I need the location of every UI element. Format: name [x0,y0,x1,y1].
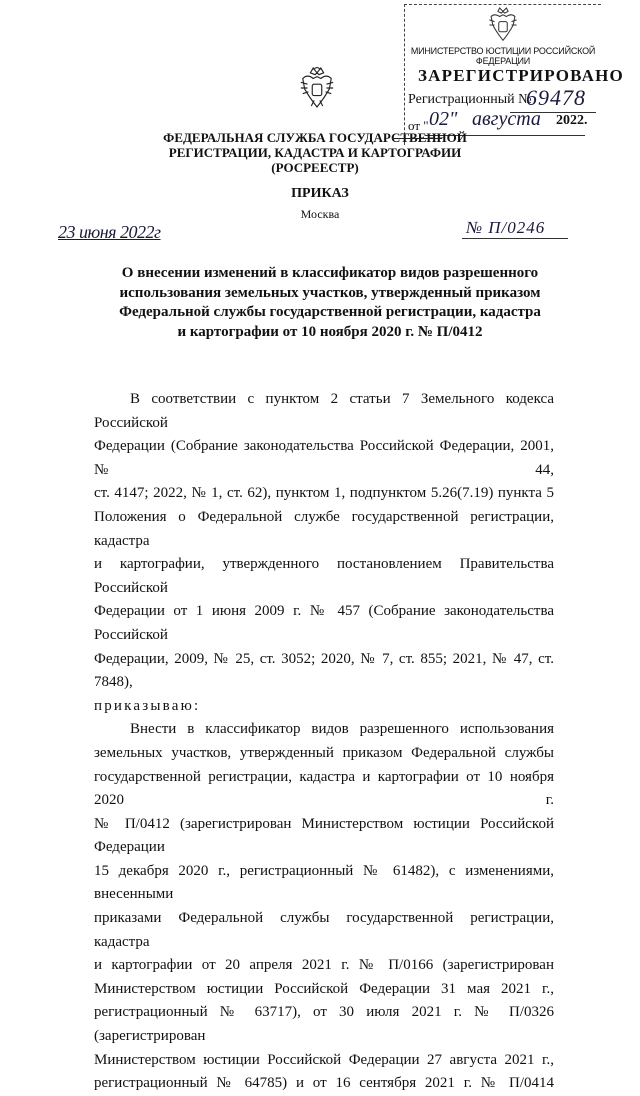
stamp-title: ЗАРЕГИСТРИРОВАНО [418,66,624,85]
document-title [110,264,550,342]
title-line: О внесении изменений в классификатор видов разрешенного [121,265,539,281]
body-line: ст. 4147; 2022, № 1, ст. 62), пунктом 1, подпунктом 5.26(7.19) пункта 5 [94,485,554,502]
stamp-date-prefix: от " [408,118,429,133]
body-line: 15 декабря 2020 г., регистрационный № 61482), с изменениями, внесенными [94,862,554,903]
body-line: Федерации, 2009, № 25, ст. 3052; 2020, № 7, ст. 855; 2021, № 47, ст. 7848), [94,650,554,691]
title-line: Федеральной службы государственной регистрации, кадастра [119,304,541,320]
organization-name [150,130,480,175]
org-line: ФЕДЕРАЛЬНАЯ СЛУЖБА ГОСУДАРСТВЕННОЙ [163,130,467,145]
stamp-reg-label: Регистрационный № [408,92,532,107]
body-line: регистрационный № 63717), от 30 июля 2021 г. № П/0326 (зарегистрирован [94,1004,554,1045]
body-line: Министерством юстиции Российской Федерации 27 августа 2021 г., [94,1051,554,1068]
stamp-edge-line [392,138,442,139]
body-line: № П/0412 (зарегистрирован Министерством юстиции Российской Федерации [94,815,554,856]
org-line: (РОСРЕЕСТР) [271,160,359,175]
body-line: государственной регистрации, кадастра и картографии от 10 ноября 2020 г. [94,768,554,809]
body-line: и картографии от 20 апреля 2021 г. № П/0166 (зарегистрирован [94,957,554,974]
body-line: и картографии, утвержденного постановлением Правительства Российской [94,556,554,596]
city: Москва [300,207,340,221]
body-line: В соответствии с пунктом 2 статьи 7 Земельного кодекса Российской [94,391,554,431]
body-line: земельных участков, утвержденный приказом Федеральной службы [94,744,554,761]
body-line: приказами Федеральной службы государственной регистрации, кадастра [94,910,554,950]
body-line: Внести в классификатор видов разрешенного использования [130,721,554,738]
body-line: Министерством юстиции Российской Федерации 31 мая 2021 г., [94,980,554,997]
org-line: РЕГИСТРАЦИИ, КАДАСТРА И КАРТОГРАФИИ [168,145,462,160]
body-line: Федерации от 1 июня 2009 г. № 457 (Собрание законодательства Российской [94,603,554,643]
coat-of-arms-icon [298,66,336,110]
stamp-reg-number: 69478 [526,85,586,110]
number-underline [462,238,568,239]
body-line: Федерации (Собрание законодательства Российской Федерации, 2001, № 44, [94,438,554,478]
title-line: использования земельных участков, утвержденный приказом [119,284,541,301]
body-line: Положения о Федеральной службе государственной регистрации, кадастра [94,508,554,549]
body-line: регистрационный № 64785) и от 16 сентября 2021 г. № П/0414 [94,1075,554,1092]
document-type: ПРИКАЗ [291,186,349,201]
stamp-ministry: МИНИСТЕРСТВО ЮСТИЦИИ РОССИЙСКОЙ ФЕДЕРАЦИИ [410,46,596,66]
document-number: № П/0246 [466,218,546,237]
document-date: 23 июня 2022г [58,222,161,242]
stamp-date-month: августа [472,108,541,130]
document-body [94,388,554,1096]
stamp-date-day: 02" [429,108,458,130]
coat-of-arms-icon [486,6,520,44]
order-word: приказываю: [94,697,201,714]
stamp-date-year: 2022. [556,113,588,128]
title-line: и картографии от 10 ноября 2020 г. № П/0412 [177,323,483,340]
